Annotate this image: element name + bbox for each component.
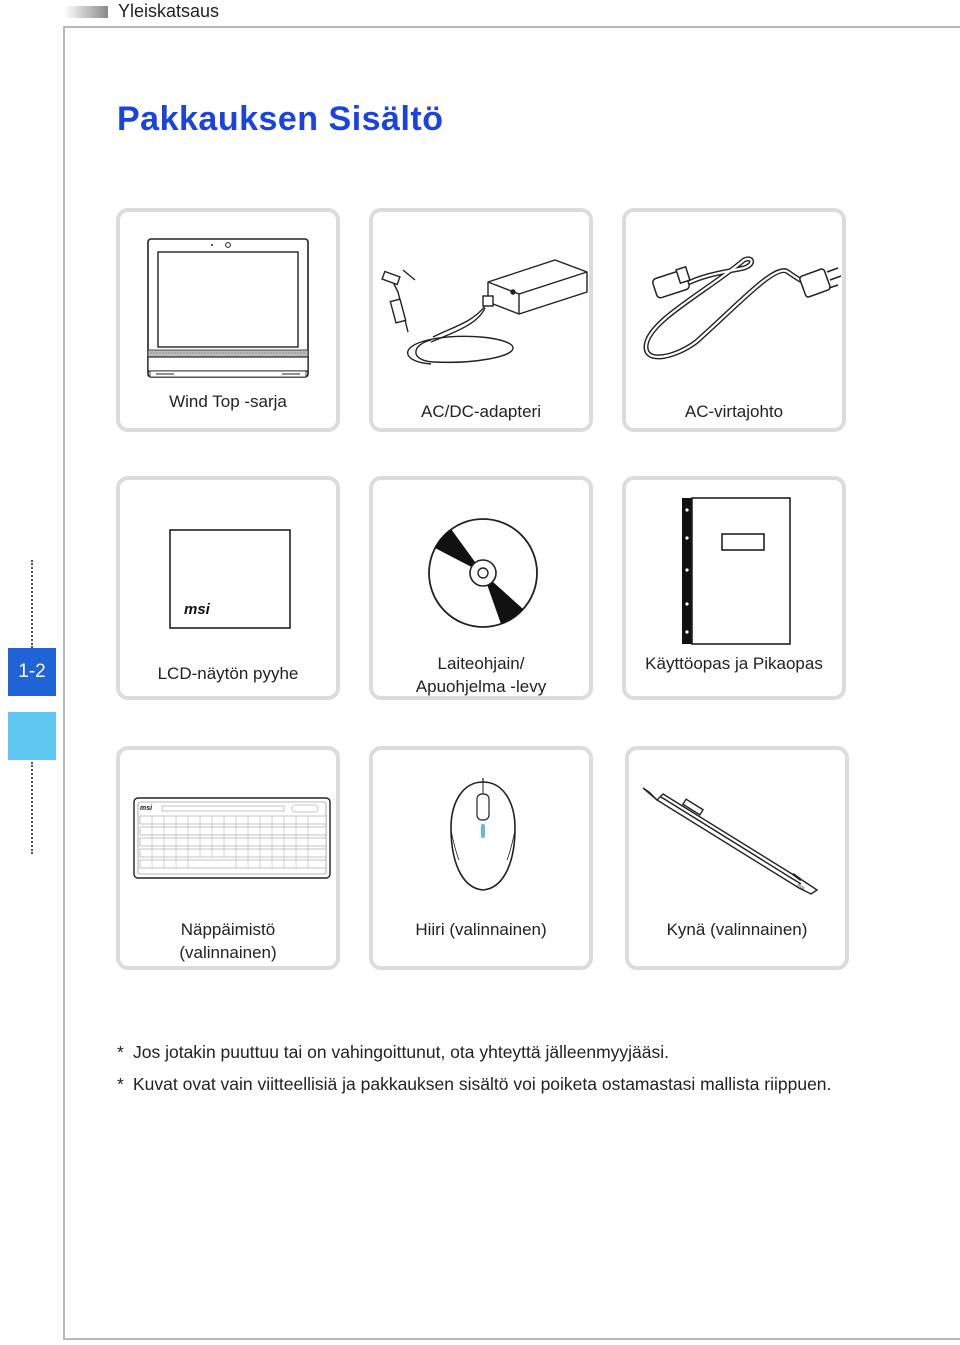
notes-section	[117, 1040, 857, 1096]
item-card-mouse	[369, 746, 593, 970]
side-dotted-line-top	[31, 560, 33, 648]
item-caption-line2: Apuohjelma -levy	[415, 677, 547, 696]
item-card-ac-dc-adapter	[369, 208, 593, 432]
item-caption-line1: Laiteohjain/	[437, 654, 525, 673]
power-cord-icon	[626, 212, 842, 428]
note-images-reference	[117, 1072, 857, 1096]
note-bullet: *	[117, 1074, 124, 1094]
item-caption-line2: (valinnainen)	[179, 943, 277, 962]
note-text: Jos jotakin puuttuu tai on vahingoittunut, ota yhteyttä jälleenmyyjääsi.	[133, 1042, 670, 1062]
item-caption-line1: Näppäimistö	[180, 920, 276, 939]
svg-text:msi: msi	[795, 882, 806, 892]
page-title: Pakkauksen Sisältö	[117, 100, 444, 138]
item-card-keyboard	[116, 746, 340, 970]
item-caption: LCD-näytön pyyhe	[157, 664, 299, 683]
item-card-ac-power-cord	[622, 208, 846, 432]
item-caption: AC/DC-adapteri	[421, 402, 541, 421]
item-card-stylus-pen	[625, 746, 849, 970]
item-caption: AC-virtajohto	[684, 402, 784, 421]
msi-logo-text: msi	[184, 601, 210, 618]
item-caption: Wind Top -sarja	[169, 392, 287, 411]
msi-logo-text: msi	[140, 805, 153, 812]
side-dotted-line-bottom	[31, 762, 33, 854]
item-caption: Kynä (valinnainen)	[666, 920, 808, 939]
note-missing-items	[117, 1040, 857, 1064]
item-card-driver-disc	[369, 476, 593, 700]
header-gradient-bar	[64, 6, 108, 18]
item-card-all-in-one-pc	[116, 208, 340, 432]
item-caption: Hiiri (valinnainen)	[415, 920, 547, 939]
section-title: Yleiskatsaus	[118, 1, 220, 21]
page-number-tab: 1-2	[8, 648, 56, 696]
note-text: Kuvat ovat vain viitteellisiä ja pakkauksen sisältö voi poiketa ostamastasi mallista riippuen.	[133, 1074, 832, 1094]
item-card-manual	[622, 476, 846, 700]
item-caption: Käyttöopas ja Pikaopas	[645, 654, 823, 673]
side-color-tab	[8, 712, 56, 760]
item-card-lcd-cloth	[116, 476, 340, 700]
power-adapter-icon	[373, 212, 589, 428]
note-bullet: *	[117, 1042, 124, 1062]
